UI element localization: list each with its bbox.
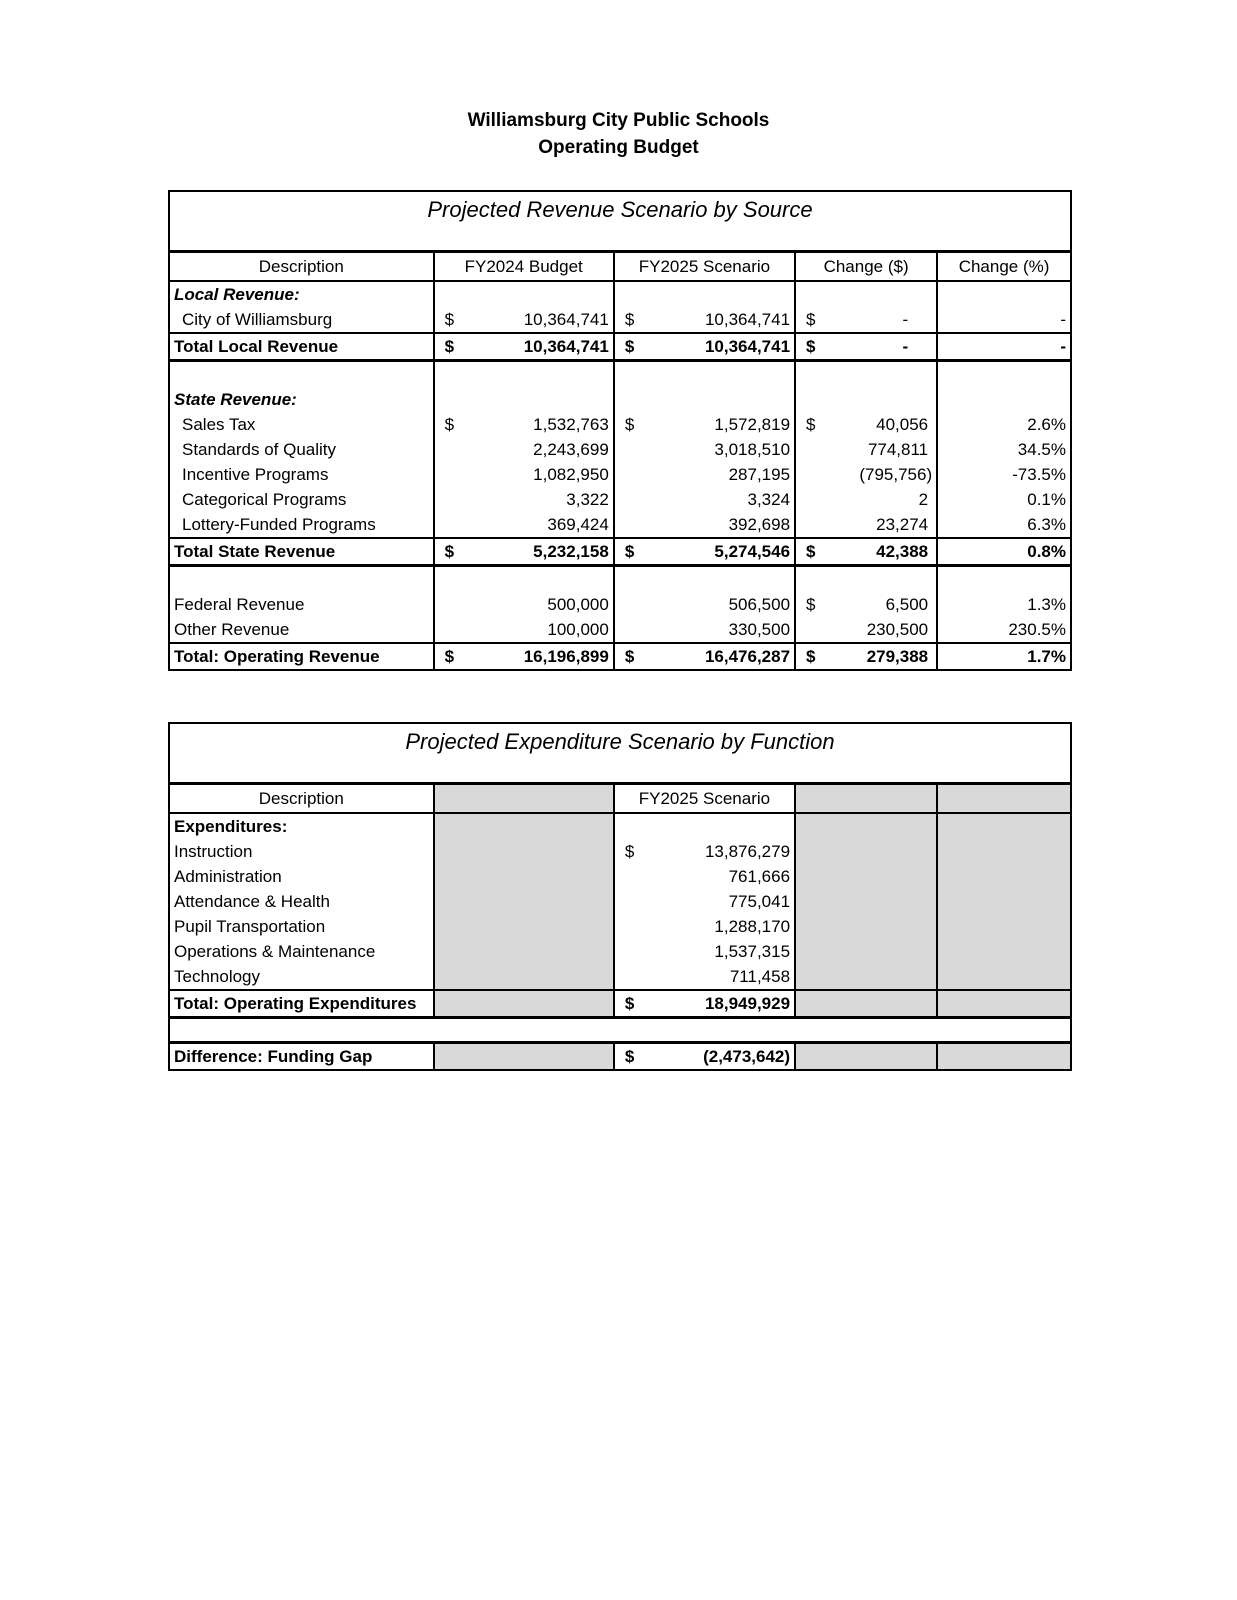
col-fy2024: FY2024 Budget [434,253,614,281]
table-row: Administration 761,666 [170,864,1070,889]
table-row: Federal Revenue 500,000 506,500 $ 6,500 1.3% [170,592,1070,617]
section-state-revenue: State Revenue: [170,387,1070,412]
spacer-row [170,566,1070,593]
col-fy2025: FY2025 Scenario [614,785,795,813]
table-row: Operations & Maintenance 1,537,315 [170,939,1070,964]
expenditure-table-title: Projected Expenditure Scenario by Function [170,724,1070,785]
table-row: Lottery-Funded Programs 369,424 392,698 23,274 6.3% [170,512,1070,538]
table-row: Pupil Transportation 1,288,170 [170,914,1070,939]
table-row: Sales Tax $ 1,532,763 $ 1,572,819 $ 40,056 2.6% [170,412,1070,437]
expenditure-table [168,722,1072,1071]
revenue-column-header-row [170,253,1070,281]
table-row: City of Williamsburg $ 10,364,741 $ 10,364,741 $ - - [170,307,1070,333]
total-operating-expenditures-row: Total: Operating Expenditures $ 18,949,929 [170,990,1070,1018]
col-description: Description [170,253,434,281]
col-fy2025: FY2025 Scenario [614,253,795,281]
funding-gap-row: Difference: Funding Gap $ (2,473,642) [170,1043,1070,1070]
table-row: Categorical Programs 3,322 3,324 2 0.1% [170,487,1070,512]
section-local-revenue: Local Revenue: [170,281,1070,307]
total-local-revenue-row: Total Local Revenue $ 10,364,741 $ 10,364,741 $ - - [170,333,1070,361]
total-state-revenue-row: Total State Revenue $ 5,232,158 $ 5,274,546 $ 42,388 0.8% [170,538,1070,566]
document-subtitle: Operating Budget [538,137,699,158]
document-title: Williamsburg City Public Schools [467,110,770,131]
spacer-row [170,361,1070,388]
section-expenditures: Expenditures: [170,813,1070,839]
col-description: Description [170,785,434,813]
table-row: Standards of Quality 2,243,699 3,018,510 774,811 34.5% [170,437,1070,462]
table-row: Technology 711,458 [170,964,1070,990]
total-operating-revenue-row: Total: Operating Revenue $ 16,196,899 $ 16,476,287 $ 279,388 1.7% [170,643,1070,669]
table-row: Other Revenue 100,000 330,500 230,500 230.5% [170,617,1070,643]
table-row: Attendance & Health 775,041 [170,889,1070,914]
col-change-percent: Change (%) [937,253,1070,281]
table-row: Instruction $ 13,876,279 [170,839,1070,864]
expenditure-column-header-row [170,785,1070,813]
revenue-table [168,190,1072,671]
spacer-row [170,1018,1070,1043]
table-row: Incentive Programs 1,082,950 287,195 (795,756) -73.5% [170,462,1070,487]
col-change-dollar: Change ($) [795,253,937,281]
revenue-table-title: Projected Revenue Scenario by Source [170,192,1070,253]
